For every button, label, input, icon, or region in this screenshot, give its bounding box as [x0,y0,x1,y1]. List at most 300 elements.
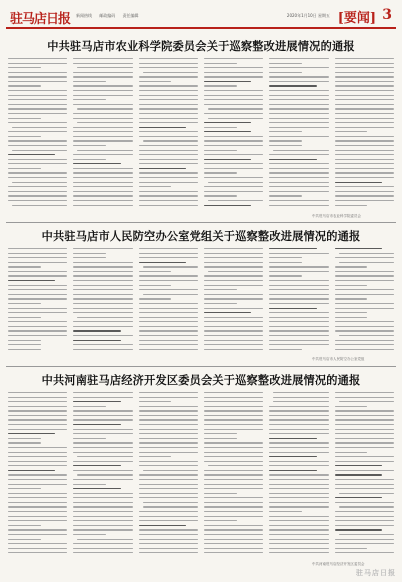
text-line [73,552,132,553]
text-line [269,349,302,350]
text-line [139,63,198,64]
text-line [204,442,263,443]
text-line [139,285,172,286]
text-line [73,497,132,498]
text-line [73,271,132,272]
text-line [335,200,394,201]
text-line [73,294,132,295]
text-line [73,493,132,494]
text-line [73,438,106,439]
text-line [139,452,198,453]
text-line [139,67,198,68]
text-line [269,58,328,59]
text-line [73,465,120,466]
text-column [8,248,67,353]
text-line [204,493,237,494]
text-column [269,58,328,209]
text-line [204,308,263,309]
text-line [208,118,263,119]
watermark-logo: 驻马店日报 [356,569,396,577]
text-line [335,330,394,331]
text-line [139,95,198,96]
text-line [73,99,106,100]
text-line [335,58,394,59]
text-line [269,470,316,471]
text-line [139,58,198,59]
text-line [335,99,394,100]
text-line [73,543,132,544]
text-line [204,58,263,59]
text-line [73,140,132,141]
text-line [143,140,198,141]
text-line [269,543,328,544]
text-line [335,289,394,290]
text-line [139,172,198,173]
text-line [269,168,328,169]
text-line [139,520,198,521]
text-line [204,81,251,82]
signature-civil-defense: 中共驻马店市人民防空办公室党组 [312,357,365,361]
text-line [73,525,132,526]
text-line [73,534,106,535]
text-line [8,289,67,290]
text-line [269,200,328,201]
text-line [269,131,302,132]
text-line [204,406,263,407]
text-line [73,470,132,471]
text-line [8,447,67,448]
text-line [8,262,67,263]
text-line [8,154,55,155]
text-line [269,511,302,512]
text-line [335,344,394,345]
text-line [73,511,132,512]
text-line [269,172,328,173]
text-line [269,438,316,439]
text-line [204,470,263,471]
text-line [8,285,67,286]
text-line [77,150,132,151]
text-line [335,419,394,420]
text-line [8,145,67,146]
text-line [8,410,67,411]
text-line [73,479,132,480]
masthead [6,4,396,28]
text-line [8,470,55,471]
text-line [335,502,394,503]
text-line [269,140,302,141]
text-line [139,127,186,128]
text-line [204,401,263,402]
text-line [8,104,67,105]
text-line [204,99,263,100]
text-line [8,195,67,196]
text-line [204,488,263,489]
text-line [204,335,263,336]
text-line [335,177,394,178]
text-line [269,298,328,299]
text-line [139,534,198,535]
text-line [269,452,328,453]
text-line [335,266,368,267]
text-line [335,280,394,281]
text-line [73,163,120,164]
text-line [269,99,328,100]
text-line [73,154,132,155]
text-line [139,99,198,100]
text-line [8,72,67,73]
article-divider [6,222,396,223]
text-line [335,447,394,448]
text-line [8,99,67,100]
text-line [269,257,302,258]
text-line [139,321,198,322]
article-agri-academy [8,58,394,218]
text-line [139,289,198,290]
text-line [269,262,302,263]
text-line [335,552,394,553]
text-column [73,248,132,353]
text-line [204,340,263,341]
text-line [204,552,263,553]
text-line [8,534,67,535]
text-line [8,275,67,276]
text-line [204,294,263,295]
text-line [73,488,120,489]
text-line [139,76,198,77]
text-line [335,104,394,105]
text-line [335,67,394,68]
text-line [269,534,328,535]
text-column [73,392,132,557]
signature-econ-dev-zone: 中共河南驻马店经济开发区委员会 [312,562,365,566]
text-line [335,298,368,299]
text-line [269,76,328,77]
text-line [269,552,328,553]
text-line [73,113,132,114]
text-line [335,438,394,439]
text-line [139,195,198,196]
text-line [8,474,67,475]
text-line [335,81,394,82]
text-line [208,200,263,201]
text-line [269,285,328,286]
text-line [8,461,67,462]
text-line [73,200,132,201]
text-line [12,150,67,151]
text-line [335,429,394,430]
text-column [73,58,132,209]
text-line [139,150,198,151]
article-econ-dev-zone [8,392,394,572]
text-line [73,349,132,350]
text-line [8,326,67,327]
text-line [73,429,132,430]
text-line [204,140,263,141]
text-line [8,392,67,393]
text-line [139,335,198,336]
text-line [204,317,263,318]
text-line [73,131,132,132]
text-line [8,548,67,549]
text-line [204,76,263,77]
text-line [139,177,198,178]
text-line [335,118,394,119]
text-line [139,90,198,91]
text-line [8,85,41,86]
text-line [204,186,263,187]
text-line [73,298,132,299]
text-line [8,191,67,192]
text-line [8,452,67,453]
text-line [73,257,106,258]
text-line [335,195,394,196]
text-line [204,113,263,114]
text-line [208,271,263,272]
text-line [204,163,263,164]
text-line [8,177,67,178]
text-line [8,344,41,345]
text-line [139,447,198,448]
text-line [269,312,328,313]
text-line [139,474,198,475]
text-line [139,205,198,206]
text-line [8,95,67,96]
text-line [269,122,328,123]
text-line [269,280,328,281]
text-line [73,159,106,160]
text-line [335,113,394,114]
text-line [139,257,198,258]
text-line [73,312,132,313]
text-line [339,534,394,535]
text-line [73,433,132,434]
meta-hotline: 新闻热线 [76,13,92,18]
text-line [139,488,198,489]
text-line [73,303,132,304]
text-line [208,182,263,183]
text-line [139,113,198,114]
text-line [269,104,328,105]
text-line [204,397,263,398]
text-line [335,72,394,73]
text-line [269,289,328,290]
text-line [335,406,368,407]
text-line [335,410,394,411]
text-line [335,488,394,489]
text-line [269,248,316,249]
text-line [269,154,328,155]
text-line [204,525,263,526]
text-line [139,543,198,544]
text-line [143,294,198,295]
text-line [269,90,328,91]
text-line [335,539,394,540]
text-line [139,145,198,146]
text-line [8,280,55,281]
text-line [335,543,394,544]
text-line [8,543,67,544]
text-line [269,159,316,160]
text-line [139,539,198,540]
text-line [77,108,132,109]
text-line [273,401,328,402]
text-line [269,253,328,254]
text-line [204,548,263,549]
text-line [73,85,132,86]
text-line [139,154,198,155]
text-line [269,81,328,82]
text-line [139,442,198,443]
text-line [204,419,263,420]
article-civil-defense [8,248,394,363]
text-line [204,172,237,173]
text-line [204,410,263,411]
newspaper-logo: 驻马店日报 [10,12,71,27]
text-line [139,163,198,164]
text-line [139,298,172,299]
text-line [269,474,328,475]
text-line [335,484,394,485]
text-line [269,85,316,86]
text-line [269,520,328,521]
text-line [8,81,67,82]
text-line [77,317,132,318]
text-line [8,330,67,331]
text-line [204,195,237,196]
text-line [204,168,263,169]
text-line [139,200,198,201]
text-line [139,397,198,398]
text-line [335,90,394,91]
text-line [73,248,132,249]
text-line [139,326,198,327]
text-line [204,303,237,304]
text-line [12,205,67,206]
text-line [8,308,67,309]
text-line [8,438,41,439]
text-line [139,303,198,304]
text-line [73,289,132,290]
text-line [269,335,328,336]
text-line [139,529,198,530]
text-line [139,271,172,272]
text-line [139,317,198,318]
text-line [143,470,198,471]
text-line [8,136,41,137]
text-line [143,502,198,503]
text-line [143,266,198,267]
text-line [204,177,263,178]
text-line [335,163,394,164]
text-line [273,150,328,151]
text-line [335,308,394,309]
text-line [139,456,172,457]
text-line [73,335,132,336]
text-line [8,186,67,187]
text-line [335,474,382,475]
text-line [8,493,67,494]
text-column [8,392,67,557]
section-title: [要闻] [337,11,376,26]
text-line [8,303,41,304]
text-line [73,419,132,420]
text-line [204,136,263,137]
text-line [204,529,263,530]
text-line [77,67,132,68]
text-line [8,335,67,336]
text-line [204,447,263,448]
text-line [335,76,394,77]
text-line [139,433,198,434]
text-line [335,321,394,322]
text-line [8,516,67,517]
text-line [139,419,198,420]
text-line [335,131,368,132]
text-line [335,182,382,183]
text-line [269,186,328,187]
text-line [335,525,394,526]
text-line [204,534,263,535]
text-line [269,308,316,309]
text-line [335,516,394,517]
text-line [73,506,132,507]
text-line [204,321,263,322]
text-line [269,410,328,411]
text-line [73,177,132,178]
text-line [73,461,132,462]
text-line [8,539,41,540]
text-line [139,262,186,263]
text-line [335,461,394,462]
text-line [8,67,41,68]
text-line [139,552,198,553]
text-line [269,433,328,434]
text-line [269,406,328,407]
text-column [8,58,67,209]
text-line [204,280,263,281]
text-line [269,488,328,489]
text-line [8,122,67,123]
text-line [204,543,263,544]
text-line [269,340,328,341]
text-line [335,145,394,146]
text-line [339,253,394,254]
text-line [269,330,328,331]
text-line [73,145,106,146]
text-line [269,118,328,119]
text-line [269,205,328,206]
text-line [139,424,198,425]
text-line [8,511,67,512]
text-line [73,447,132,448]
text-line [73,168,132,169]
meta-postcode: 邮政编码 [99,13,116,18]
text-line [204,429,263,430]
text-line [335,205,368,206]
text-line [269,539,328,540]
text-column [139,248,198,353]
text-line [8,76,67,77]
text-line [335,520,394,521]
text-line [269,195,302,196]
text-line [335,529,382,530]
text-line [335,397,394,398]
text-line [204,461,263,462]
text-line [8,172,67,173]
text-line [269,424,328,425]
text-line [73,397,132,398]
